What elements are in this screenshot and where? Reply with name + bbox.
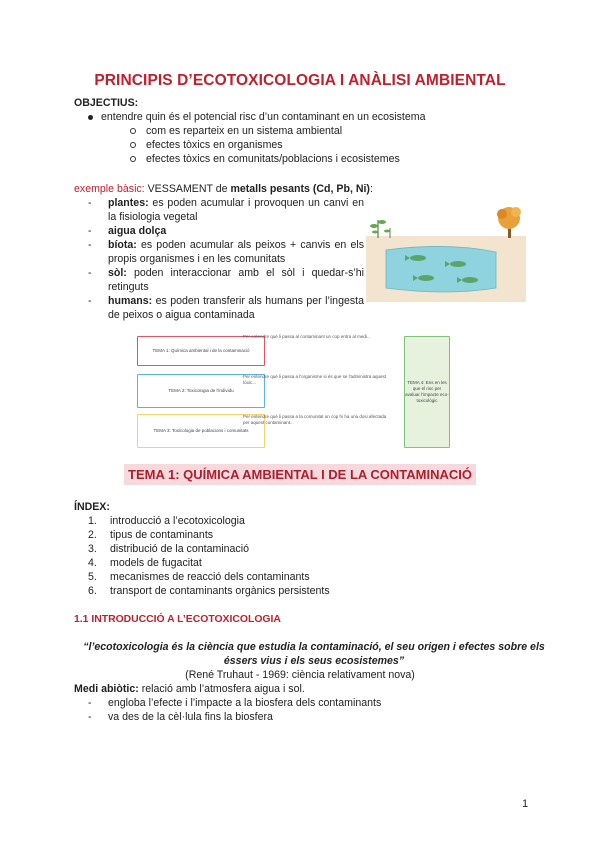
tema1-box: TEMA 1: Química ambiental i de la contaminació [137, 336, 265, 366]
list-item: 1. introducció a l’ecotoxicologia [88, 515, 245, 527]
tema3-box: TEMA 3: Toxicologia de poblacions i comunitats [137, 414, 265, 448]
list-item: - engloba l’efecte i l’impacte a la biosfera dels contaminants [88, 697, 382, 709]
medi-list [88, 696, 508, 724]
plant-icon [370, 220, 390, 238]
list-item: - bíota: es poden acumular als peixos + canvis en els propis organismes i en les comunitats [88, 239, 364, 265]
pond-illustration [366, 206, 526, 302]
quote-text: “l’ecotoxicologia és la ciència que estudia la contaminació, el seu origen i efectes sobre els éssers vius i els seus ecosistemes” [83, 641, 545, 667]
index-list [88, 514, 330, 598]
circle-bullet-icon [130, 128, 136, 134]
tema2-box: TEMA 2: Toxicologia de l'individu [137, 374, 265, 408]
list-item: com es reparteix en un sistema ambiental [130, 124, 400, 138]
quote-attribution: (René Truhaut - 1969: ciència relativament nova) [185, 669, 415, 681]
objectius-sub-list [130, 124, 400, 166]
list-item: - sòl: poden interaccionar amb el sòl i quedar-s’hi retinguts [88, 267, 364, 293]
list-item: 2. tipus de contaminants [88, 529, 214, 541]
tema1-note: Per entendre què li passa al contaminant un cop entra al medi... [243, 334, 371, 339]
tema3-note: Per entendre què li passa a la comunitat un cop hi ha una dosi afectada per aquest contaminant... [243, 414, 387, 425]
tema2-note: Per entendre què li passa a l'organisme si és que se l'administra aquest tòxic... [243, 374, 387, 385]
list-item: - va des de la cèl·lula fins la biosfera [88, 711, 273, 723]
medi-abiotic-line: Medi abiòtic: relació amb l’atmosfera aigua i sol. [74, 683, 305, 695]
list-item: 4. models de fugacitat [88, 557, 202, 569]
page-number: 1 [522, 798, 529, 810]
objectius-main-text: entendre quin és el potencial risc d’un contaminant en un ecosistema [101, 111, 426, 123]
section-heading: 1.1 INTRODUCCIÓ A L’ECOTOXICOLOGIA [74, 614, 281, 625]
index-heading: ÍNDEX: [74, 501, 110, 513]
list-item: - humans: es poden transferir als humans per l’ingesta de peixos o aigua contaminada [88, 295, 364, 321]
list-item: 5. mecanismes de reacció dels contaminants [88, 571, 310, 583]
circle-bullet-icon [130, 142, 136, 148]
tema1-heading: TEMA 1: QUÍMICA AMBIENTAL I DE LA CONTAMINACIÓ [0, 466, 600, 484]
list-item: efectes tòxics en organismes [130, 138, 400, 152]
list-item: 6. transport de contaminants orgànics persistents [88, 585, 330, 597]
list-item: - aigua dolça [88, 225, 167, 237]
tree-icon [497, 207, 521, 238]
exemple-list [88, 196, 364, 322]
exemple-line: exemple bàsic: VESSAMENT de metalls pesants (Cd, Pb, Ni): [74, 183, 373, 195]
objectius-heading: OBJECTIUS: [74, 97, 139, 109]
list-item: efectes tòxics en comunitats/poblacions i ecosistemes [130, 152, 400, 166]
circle-bullet-icon [130, 156, 136, 162]
list-item: 3. distribució de la contaminació [88, 543, 249, 555]
list-item: - plantes: es poden acumular i provoquen un canvi en la fisiologia vegetal [88, 197, 364, 223]
tema4-box: TEMA 4: Ens en les que el risc per avaluar l'impacte eco-toxicològic [404, 336, 450, 448]
page-title: PRINCIPIS D’ECOTOXICOLOGIA I ANÀLISI AMBIENTAL [94, 72, 506, 89]
exemple-label: exemple bàsic: [74, 183, 145, 195]
bullet-icon [88, 115, 93, 120]
objectius-main [88, 110, 426, 124]
water-area [386, 246, 496, 292]
